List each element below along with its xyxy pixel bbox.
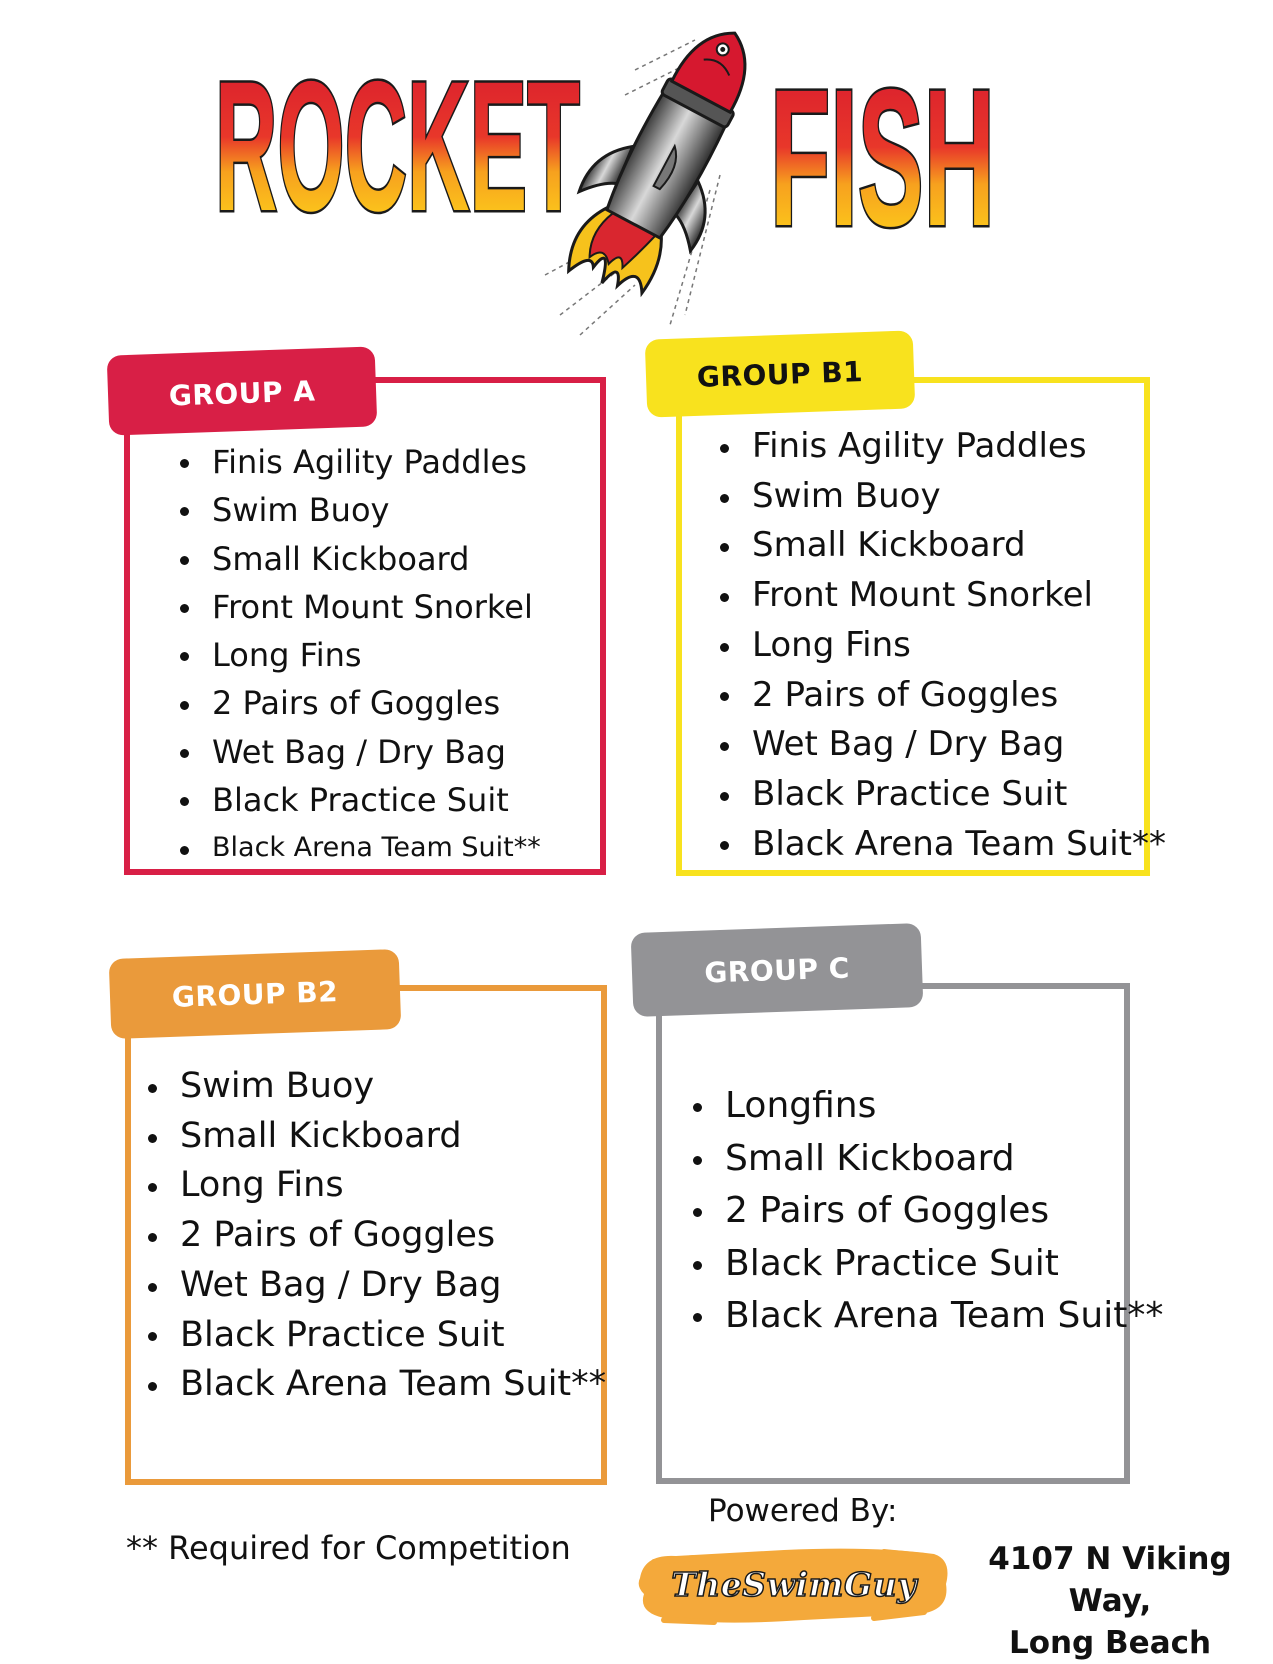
list-item: Black Practice Suit bbox=[718, 770, 1166, 820]
list-item: Long Fins bbox=[146, 1161, 606, 1211]
rocket-fish-logo bbox=[215, 15, 1055, 350]
list-item: Finis Agility Paddles bbox=[718, 422, 1166, 472]
list-item: Long Fins bbox=[178, 631, 541, 679]
group-a-title: GROUP A bbox=[107, 346, 378, 435]
list-item: 2 Pairs of Goggles bbox=[146, 1211, 606, 1261]
address-line2: Long Beach bbox=[1008, 1625, 1212, 1661]
list-item: Front Mount Snorkel bbox=[178, 583, 541, 631]
list-item: Black Practice Suit bbox=[691, 1238, 1163, 1291]
list-item: Small Kickboard bbox=[146, 1112, 606, 1162]
list-item: Wet Bag / Dry Bag bbox=[178, 728, 541, 776]
group-c-title: GROUP C bbox=[631, 923, 924, 1017]
powered-by-label: Powered By: bbox=[708, 1493, 898, 1529]
rocket-fish-icon bbox=[543, 15, 792, 318]
list-item: Swim Buoy bbox=[178, 486, 541, 534]
list-item: Small Kickboard bbox=[718, 521, 1166, 571]
list-item: Small Kickboard bbox=[691, 1133, 1163, 1186]
group-b1-list bbox=[718, 422, 1166, 869]
list-item: 2 Pairs of Goggles bbox=[718, 671, 1166, 721]
list-item: Front Mount Snorkel bbox=[718, 571, 1166, 621]
address bbox=[955, 1538, 1265, 1664]
logo-word-fish: FISH bbox=[770, 49, 995, 267]
swim-guy-logo-text: TheSwimGuy bbox=[671, 1564, 917, 1604]
swim-guy-logo bbox=[634, 1540, 954, 1628]
list-item: Small Kickboard bbox=[178, 535, 541, 583]
required-note: ** Required for Competition bbox=[126, 1529, 571, 1567]
list-item: Black Arena Team Suit** bbox=[718, 820, 1166, 870]
list-item: 2 Pairs of Goggles bbox=[691, 1185, 1163, 1238]
list-item: Longfins bbox=[691, 1080, 1163, 1133]
list-item: Wet Bag / Dry Bag bbox=[718, 720, 1166, 770]
list-item: Black Arena Team Suit** bbox=[178, 824, 541, 872]
list-item: Black Arena Team Suit** bbox=[146, 1360, 606, 1410]
list-item: Swim Buoy bbox=[718, 472, 1166, 522]
list-item: Swim Buoy bbox=[146, 1062, 606, 1112]
logo-word-rocket: ROCKET bbox=[215, 44, 580, 250]
group-c-list bbox=[691, 1080, 1163, 1343]
list-item: Long Fins bbox=[718, 621, 1166, 671]
list-item: Wet Bag / Dry Bag bbox=[146, 1261, 606, 1311]
group-b2-title: GROUP B2 bbox=[109, 949, 402, 1039]
list-item: Finis Agility Paddles bbox=[178, 438, 541, 486]
list-item: 2 Pairs of Goggles bbox=[178, 679, 541, 727]
list-item: Black Practice Suit bbox=[178, 776, 541, 824]
group-b1-title: GROUP B1 bbox=[645, 330, 916, 417]
group-a-list bbox=[178, 438, 541, 873]
address-line1: 4107 N Viking Way, bbox=[988, 1541, 1232, 1619]
list-item: Black Practice Suit bbox=[146, 1311, 606, 1361]
list-item: Black Arena Team Suit** bbox=[691, 1290, 1163, 1343]
group-b2-list bbox=[146, 1062, 606, 1410]
